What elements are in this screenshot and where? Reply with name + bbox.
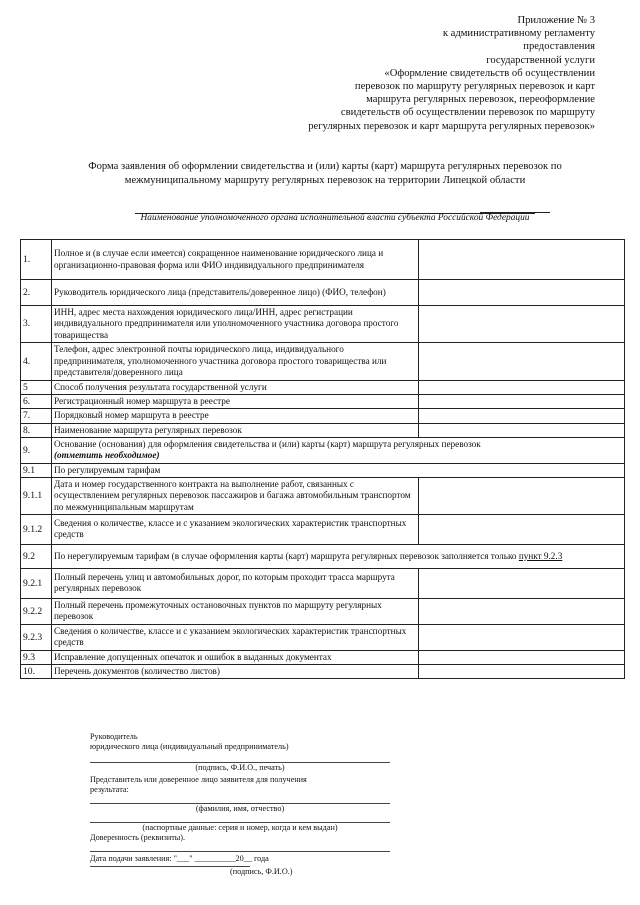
row-note: (отметить необходимое) (54, 450, 160, 461)
row-number: 9.1.1 (21, 477, 52, 514)
row-number: 1. (21, 240, 52, 280)
row-text: Основание (основания) для оформления свидетельства и (или) карты (карт) маршрута регулярных перевозок (54, 439, 481, 450)
form-title: Форма заявления об оформлении свидетельства и (или) карты (карт) маршрута регулярных перевозок по межмуниципальному маршруту регулярных перевозок на территории Липецкой области (88, 161, 562, 186)
row-text: Перечень документов (количество листов) (54, 666, 220, 677)
appendix-line: к административному регламенту (442, 28, 595, 40)
row-number: 10. (21, 665, 52, 679)
row-value-field[interactable] (419, 395, 625, 409)
head-caption: (подпись, Ф.И.О., печать) (195, 763, 285, 772)
row-value-field[interactable] (419, 342, 625, 380)
row-text: Порядковый номер маршрута в реестре (54, 410, 209, 421)
row-description (52, 438, 625, 464)
table-row (21, 665, 625, 679)
table-row (21, 624, 625, 650)
row-value-field[interactable] (419, 306, 625, 343)
row-value-field[interactable] (419, 240, 625, 280)
row-number: 9.3 (21, 650, 52, 664)
row-text: Полное и (в случае если имеется) сокращенное наименование юридического лица и организационно-правовая форма или ФИО индивидуального предпринимателя (54, 248, 384, 270)
row-text: Дата и номер государственного контракта на выполнение работ, связанных с осуществлением регулярных перевозок пассажиров и багажа автомобильным транспортом по межмуниципальным маршрутам (54, 478, 411, 512)
row-description (52, 544, 625, 568)
row-number: 7. (21, 409, 52, 423)
row-number: 6. (21, 395, 52, 409)
row-link[interactable]: пункт 9.2.3 (518, 550, 563, 561)
row-value-field[interactable] (419, 423, 625, 437)
row-text: Сведения о количестве, классе и с указанием экологических характеристик транспортных средств (54, 626, 407, 648)
table-row (21, 280, 625, 306)
row-description (52, 342, 419, 380)
row-number: 9.1 (21, 463, 52, 477)
table-row (21, 306, 625, 343)
row-description (52, 306, 419, 343)
row-text: Исправление допущенных опечаток и ошибок в выданных документах (54, 651, 332, 662)
row-number: 4. (21, 342, 52, 380)
row-text: Телефон, адрес электронной почты юридического лица, индивидуального предпринимателя, уполномоченного участника договора простого товарищества или представителя/доверенного лица (54, 344, 387, 378)
row-text: Регистрационный номер маршрута в реестре (54, 396, 230, 407)
appendix-header (265, 14, 595, 133)
row-value-field[interactable] (419, 514, 625, 544)
appendix-line: государственной услуги (486, 54, 595, 66)
attorney-line[interactable] (90, 851, 390, 852)
row-number: 9.1.2 (21, 514, 52, 544)
rep-label: Представитель или доверенное лицо заявителя для получения (90, 775, 307, 784)
appendix-line: Приложение № 3 (517, 15, 595, 26)
row-description (52, 624, 419, 650)
row-number: 9. (21, 438, 52, 464)
row-description (52, 280, 419, 306)
row-value-field[interactable] (419, 568, 625, 598)
row-number: 9.2.2 (21, 598, 52, 624)
power-of-attorney: Доверенность (реквизиты). (90, 833, 186, 842)
row-text: Руководитель юридического лица (представитель/доверенное лицо) (ФИО, телефон) (54, 286, 386, 297)
row-description (52, 598, 419, 624)
table-row (21, 598, 625, 624)
table-row (21, 380, 625, 394)
application-table (20, 239, 625, 679)
row-text: Способ получения результата государственной услуги (54, 381, 267, 392)
row-description (52, 665, 419, 679)
table-row (21, 477, 625, 514)
row-value-field[interactable] (419, 380, 625, 394)
row-value-field[interactable] (419, 409, 625, 423)
row-number: 3. (21, 306, 52, 343)
appendix-line: регулярных перевозок и карт маршрута регулярных перевозок» (308, 120, 595, 132)
row-description (52, 240, 419, 280)
row-value-field[interactable] (419, 624, 625, 650)
rep-label-2: результата: (90, 785, 129, 794)
row-number: 9.2 (21, 544, 52, 568)
row-text: По регулируемым тарифам (54, 464, 161, 475)
table-row (21, 240, 625, 280)
table-row (21, 438, 625, 464)
date-caption: (подпись, Ф.И.О.) (230, 867, 293, 876)
row-text: ИНН, адрес места нахождения юридического лица/ИНН, адрес регистрации индивидуального предпринимателя или уполномоченного участника договора простого товарищества (54, 307, 399, 340)
table-row (21, 544, 625, 568)
table-row (21, 395, 625, 409)
signature-block (90, 732, 390, 877)
appendix-line: перевозок по маршруту регулярных перевозок и карт (354, 81, 595, 93)
appendix-line: свидетельств об осуществлении перевозок по маршруту (340, 107, 595, 119)
row-text: Наименование маршрута регулярных перевозок (54, 424, 242, 435)
row-value-field[interactable] (419, 665, 625, 679)
row-number: 2. (21, 280, 52, 306)
row-number: 8. (21, 423, 52, 437)
row-value-field[interactable] (419, 650, 625, 664)
head-role: юридического лица (индивидуальный предприниматель) (90, 742, 289, 751)
table-row (21, 463, 625, 477)
row-description (52, 409, 419, 423)
row-value-field[interactable] (419, 280, 625, 306)
passport-caption: (паспортные данные: серия и номер, когда и кем выдан) (142, 823, 338, 832)
row-value-field[interactable] (419, 477, 625, 514)
row-number: 9.2.3 (21, 624, 52, 650)
row-value-field[interactable] (419, 598, 625, 624)
table-row (21, 423, 625, 437)
row-description (52, 477, 419, 514)
row-description (52, 568, 419, 598)
row-text: По нерегулируемым тарифам (в случае оформления карты (карт) маршрута регулярных перевозок заполняется только (54, 550, 519, 561)
appendix-line: маршрута регулярных перевозок, переоформление (366, 94, 595, 106)
row-description (52, 650, 419, 664)
appendix-line: «Оформление свидетельств об осуществлении (384, 67, 595, 79)
row-text: Сведения о количестве, классе и с указанием экологических характеристик транспортных средств (54, 518, 407, 540)
table-row (21, 342, 625, 380)
row-text: Полный перечень улиц и автомобильных дорог, по которым проходит трасса маршрута регулярных перевозок (54, 572, 395, 594)
date-line[interactable]: Дата подачи заявления: "___" __________20__ года (90, 854, 269, 863)
row-number: 9.2.1 (21, 568, 52, 598)
appendix-line: предоставления (523, 41, 595, 53)
table-row (21, 409, 625, 423)
rep-caption: (фамилия, имя, отчество) (195, 804, 285, 813)
table-row (21, 650, 625, 664)
row-text: Полный перечень промежуточных остановочных пунктов по маршруту регулярных перевозок (54, 600, 382, 622)
table-row (21, 514, 625, 544)
row-description (52, 395, 419, 409)
authority-caption: Наименование уполномоченного органа исполнительной власти субъекта Российской Федерации (140, 213, 530, 223)
row-number: 5 (21, 380, 52, 394)
row-description (52, 423, 419, 437)
table-row (21, 568, 625, 598)
row-description (52, 380, 419, 394)
head-label: Руководитель (90, 732, 138, 741)
row-description (52, 514, 419, 544)
row-description (52, 463, 625, 477)
